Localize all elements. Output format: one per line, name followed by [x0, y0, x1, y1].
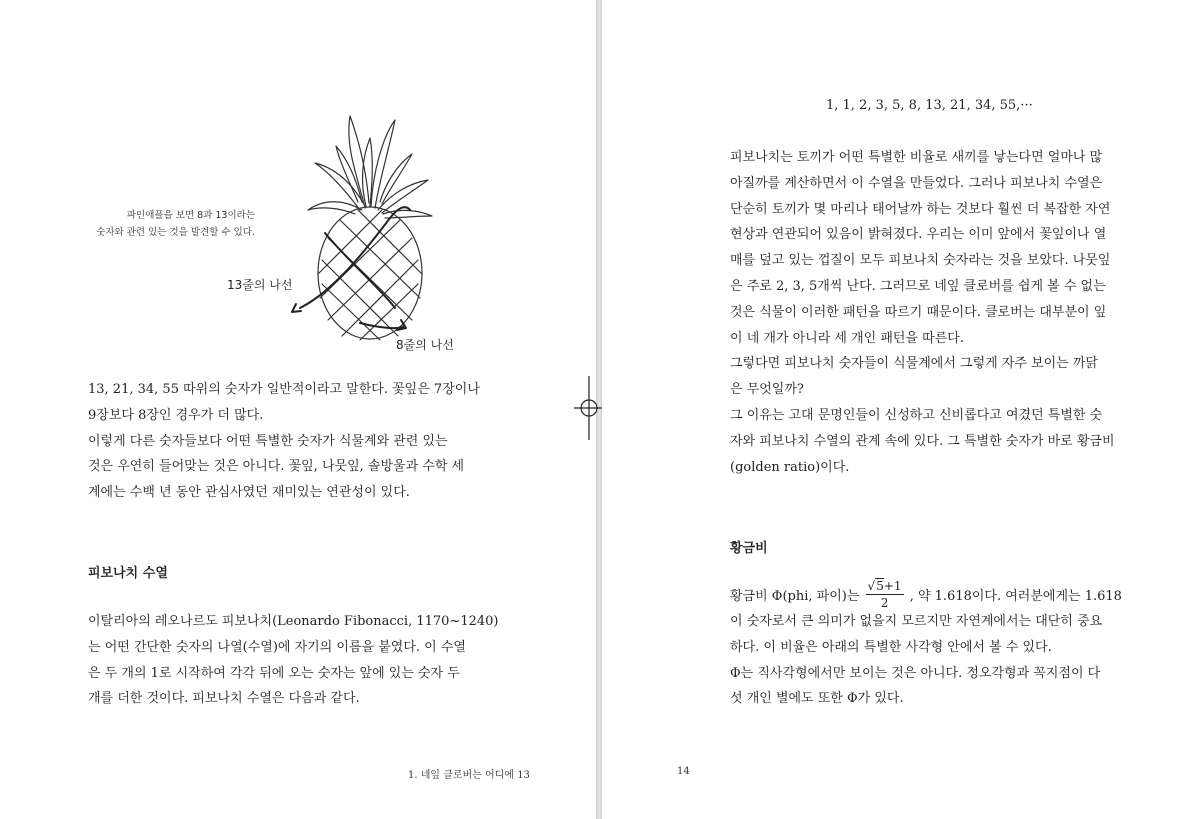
- illustration-caption: [80, 207, 255, 241]
- numerator-rest: +1: [883, 579, 902, 593]
- pineapple-illustration: [270, 98, 470, 350]
- fibonacci-sequence: 1, 1, 2, 3, 5, 8, 13, 21, 34, 55,···: [826, 98, 1033, 113]
- text-line: 그렇다면 피보나치 숫자들이 식물계에서 그렇게 자주 보이는 까닭: [730, 356, 1098, 372]
- fibonacci-paragraph: [88, 609, 499, 712]
- golden-ratio-paragraph: [730, 609, 1110, 712]
- right-body-paragraph: [730, 145, 1115, 480]
- page-footer: 1. 네잎 클로버는 어디에 13: [408, 770, 530, 781]
- text-line: 개를 더한 것이다. 피보나치 수열은 다음과 같다.: [88, 691, 360, 707]
- page-number: 14: [677, 766, 690, 777]
- text-line: 은 주로 2, 3, 5개씩 난다. 그러므로 네잎 클로버를 쉽게 볼 수 없는: [730, 278, 1106, 294]
- text-line: 이 숫자로서 큰 의미가 없을지 모르지만 자연계에서는 대단히 중요: [730, 614, 1103, 629]
- text-line: 13, 21, 34, 55 따위의 숫자가 일반적이라고 말한다. 꽃잎은 7장이나: [88, 382, 480, 397]
- text-line: 계에는 수백 년 동안 관심사였던 재미있는 연관성이 있다.: [88, 485, 410, 501]
- spiral-13-label: 13줄의 나선: [227, 278, 293, 292]
- text-line: 단순히 토끼가 몇 마리나 태어날까 하는 것보다 훨씬 더 복잡한 자연: [730, 201, 1111, 217]
- text-line: 것은 식물이 이러한 패턴을 따르기 때문이다. 클로버는 대부분이 잎: [730, 304, 1107, 320]
- text-line: 것은 우연히 들어맞는 것은 아니다. 꽃잎, 나뭇잎, 솔방울과 수학 세: [88, 459, 465, 475]
- text-line: 이 네 개가 아니라 세 개인 패턴을 따른다.: [730, 330, 964, 346]
- text-line: 은 두 개의 1로 시작하여 각각 뒤에 오는 숫자는 앞에 있는 숫자 두: [88, 665, 460, 681]
- text-line: 매를 덮고 있는 껍질이 모두 피보나치 숫자라는 것을 보았다. 나뭇잎: [730, 253, 1111, 269]
- text-line: 하다. 이 비율은 아래의 특별한 사각형 안에서 볼 수 있다.: [730, 639, 1052, 655]
- caption-line: 숫자와 관련 있는 것을 발견할 수 있다.: [96, 227, 255, 238]
- text-line: 피보나치는 토끼가 어떤 특별한 비율로 새끼를 낳는다면 얼마나 많: [730, 150, 1103, 165]
- intro-paragraph: [88, 377, 480, 506]
- formula-prefix: 황금비 Φ(phi, 파이)는: [730, 589, 860, 604]
- text-line: 이렇게 다른 숫자들보다 어떤 특별한 숫자가 식물계와 관련 있는: [88, 433, 448, 449]
- sqrt-value: 5: [876, 579, 884, 593]
- section-heading: 피보나치 수열: [88, 566, 168, 581]
- text-line: (golden ratio)이다.: [730, 459, 850, 475]
- text-line: 는 어떤 간단한 숫자의 나열(수열)에 자기의 이름을 붙였다. 이 수열: [88, 639, 466, 655]
- text-line: 현상과 연관되어 있음이 밝혀졌다. 우리는 이미 앞에서 꽃잎이나 열: [730, 227, 1107, 243]
- caption-line: 파인애플을 보면 8과 13이라는: [126, 210, 255, 221]
- denominator: 2: [880, 596, 889, 610]
- text-line: 아질까를 계산하면서 이 수열을 만들었다. 그러나 피보나치 수열은: [730, 175, 1103, 191]
- text-line: 섯 개인 별에도 또한 Φ가 있다.: [730, 691, 904, 707]
- left-page: [0, 0, 596, 819]
- spiral-8-label: 8줄의 나선: [396, 338, 454, 352]
- text-line: Φ는 직사각형에서만 보이는 것은 아니다. 정오각형과 꼭지점이 다: [730, 665, 1101, 681]
- right-page: [602, 0, 1202, 819]
- text-line: 이탈리아의 레오나르도 피보나치(Leonardo Fibonacci, 1170~1240): [88, 614, 499, 629]
- text-line: 그 이유는 고대 문명인들이 신성하고 신비롭다고 여겼던 특별한 숫: [730, 407, 1103, 423]
- text-line: 자와 피보나치 수열의 관계 속에 있다. 그 특별한 숫자가 바로 황금비: [730, 433, 1115, 449]
- section-heading: 황금비: [730, 541, 768, 556]
- text-line: 9장보다 8장인 경우가 더 많다.: [88, 407, 264, 423]
- text-line: 은 무엇일까?: [730, 382, 804, 398]
- golden-ratio-fraction: $\frac{√5+1}{2}$: [867, 579, 902, 610]
- formula-suffix: , 약 1.618이다. 여러분에게는 1.618: [909, 589, 1122, 604]
